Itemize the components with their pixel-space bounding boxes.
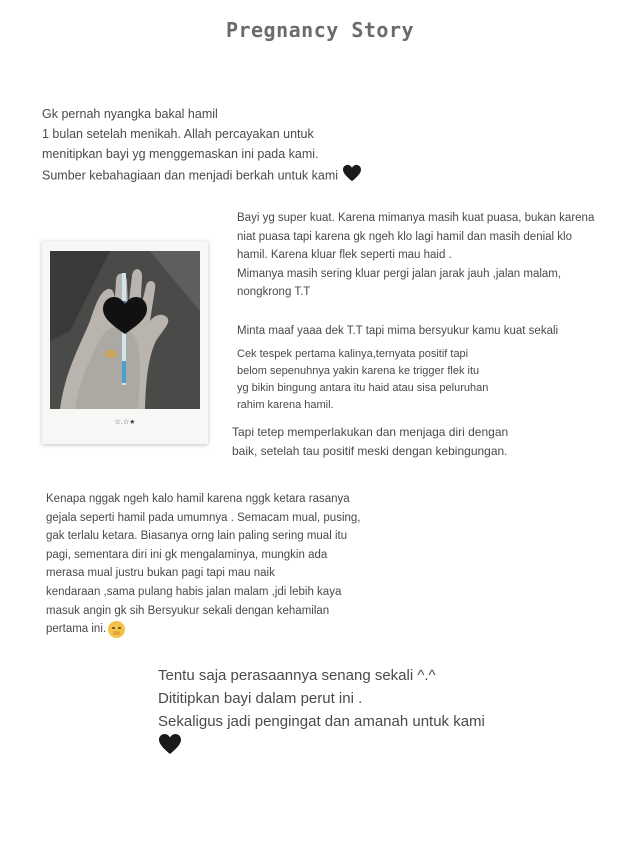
story-line: niat puasa tapi karena gk ngeh klo lagi hamil dan masih denial klo (237, 230, 572, 243)
nausea-line: Kenapa nggak ngeh kalo hamil karena nggk ketara rasanya (46, 493, 350, 505)
closing-paragraph (158, 664, 485, 762)
nausea-line: kendaraan ,sama pulang habis jalan malam ,jdi lebih kaya (46, 585, 342, 598)
intro-line: Gk pernah nyangka bakal hamil (42, 107, 218, 121)
nausea-line: masuk angin gk sih Bersyukur sekali dengan kehamilan (46, 604, 330, 617)
closing-line: Tentu saja perasaannya senang sekali ^.^ (158, 667, 436, 684)
nausea-line: pertama ini. (46, 623, 107, 636)
closing-heart-row (158, 733, 485, 762)
nausea-line: merasa mual justru bukan pagi tapi mau naik (46, 567, 275, 580)
intro-line-with-heart (42, 164, 362, 188)
nausea-paragraph (46, 490, 361, 639)
page-title: Pregnancy Story (225, 18, 415, 42)
nausea-line: gak terlalu ketara. Biasanya orng lain paling sering mual itu (46, 530, 348, 543)
apology-line: Minta maaf yaaa dek T.T tapi mima bersyukur kamu kuat sekali (237, 325, 559, 337)
story-paragraph (237, 209, 594, 302)
polaroid-photo-frame (42, 241, 208, 444)
intro-line: 1 bulan setelah menikah. Allah percayakan untuk (42, 127, 314, 141)
face-with-hand-over-mouth-icon (108, 621, 125, 638)
closing-line: Sekaligus jadi pengingat dan amanah untuk kami (158, 713, 485, 730)
story-line: Mimanya masih sering kluar pergi jalan jarak jauh ,jalan malam, (237, 267, 562, 280)
nausea-line: gejala seperti hamil pada umumnya . Semacam mual, pusing, (46, 511, 361, 524)
testpack-line: belom sepenuhnya yakin karena ke trigger flek itu (237, 365, 480, 377)
black-heart-icon (158, 733, 182, 762)
care-line: baik, setelah tau positif meski dengan kebingungan. (232, 444, 508, 458)
testpack-line: yg bikin bingung antara itu haid atau sisa peluruhan (237, 382, 489, 394)
intro-line: menitipkan bayi yg menggemaskan ini pada kami. (42, 147, 319, 161)
nausea-line: pagi, sementara diri ini gk mengalaminya, mungkin ada (46, 548, 328, 561)
story-line: hamil. Karena kluar flek seperti mau haid . (237, 249, 452, 261)
intro-line: Sumber kebahagiaan dan menjadi berkah untuk kami (42, 168, 339, 183)
testpack-line: Cek tespek pertama kalinya,ternyata positif tapi (237, 348, 469, 360)
polaroid-caption: ☆.☆★ (114, 419, 136, 426)
black-heart-icon (342, 164, 362, 188)
care-paragraph (232, 423, 508, 461)
care-line: Tapi tetep memperlakukan dan menjaga diri dengan (232, 425, 509, 439)
closing-line: Dititipkan bayi dalam perut ini . (158, 690, 363, 707)
apology-paragraph (237, 322, 558, 340)
intro-paragraph (42, 104, 362, 188)
hand-holding-test-pack-photo (50, 251, 200, 409)
testpack-line: rahim karena hamil. (237, 399, 334, 411)
testpack-paragraph (237, 346, 488, 414)
story-line: Bayi yg super kuat. Karena mimanya masih kuat puasa, bukan karena (237, 212, 595, 224)
nausea-line-with-emoji (46, 620, 361, 639)
story-line: nongkrong T.T (237, 286, 311, 298)
